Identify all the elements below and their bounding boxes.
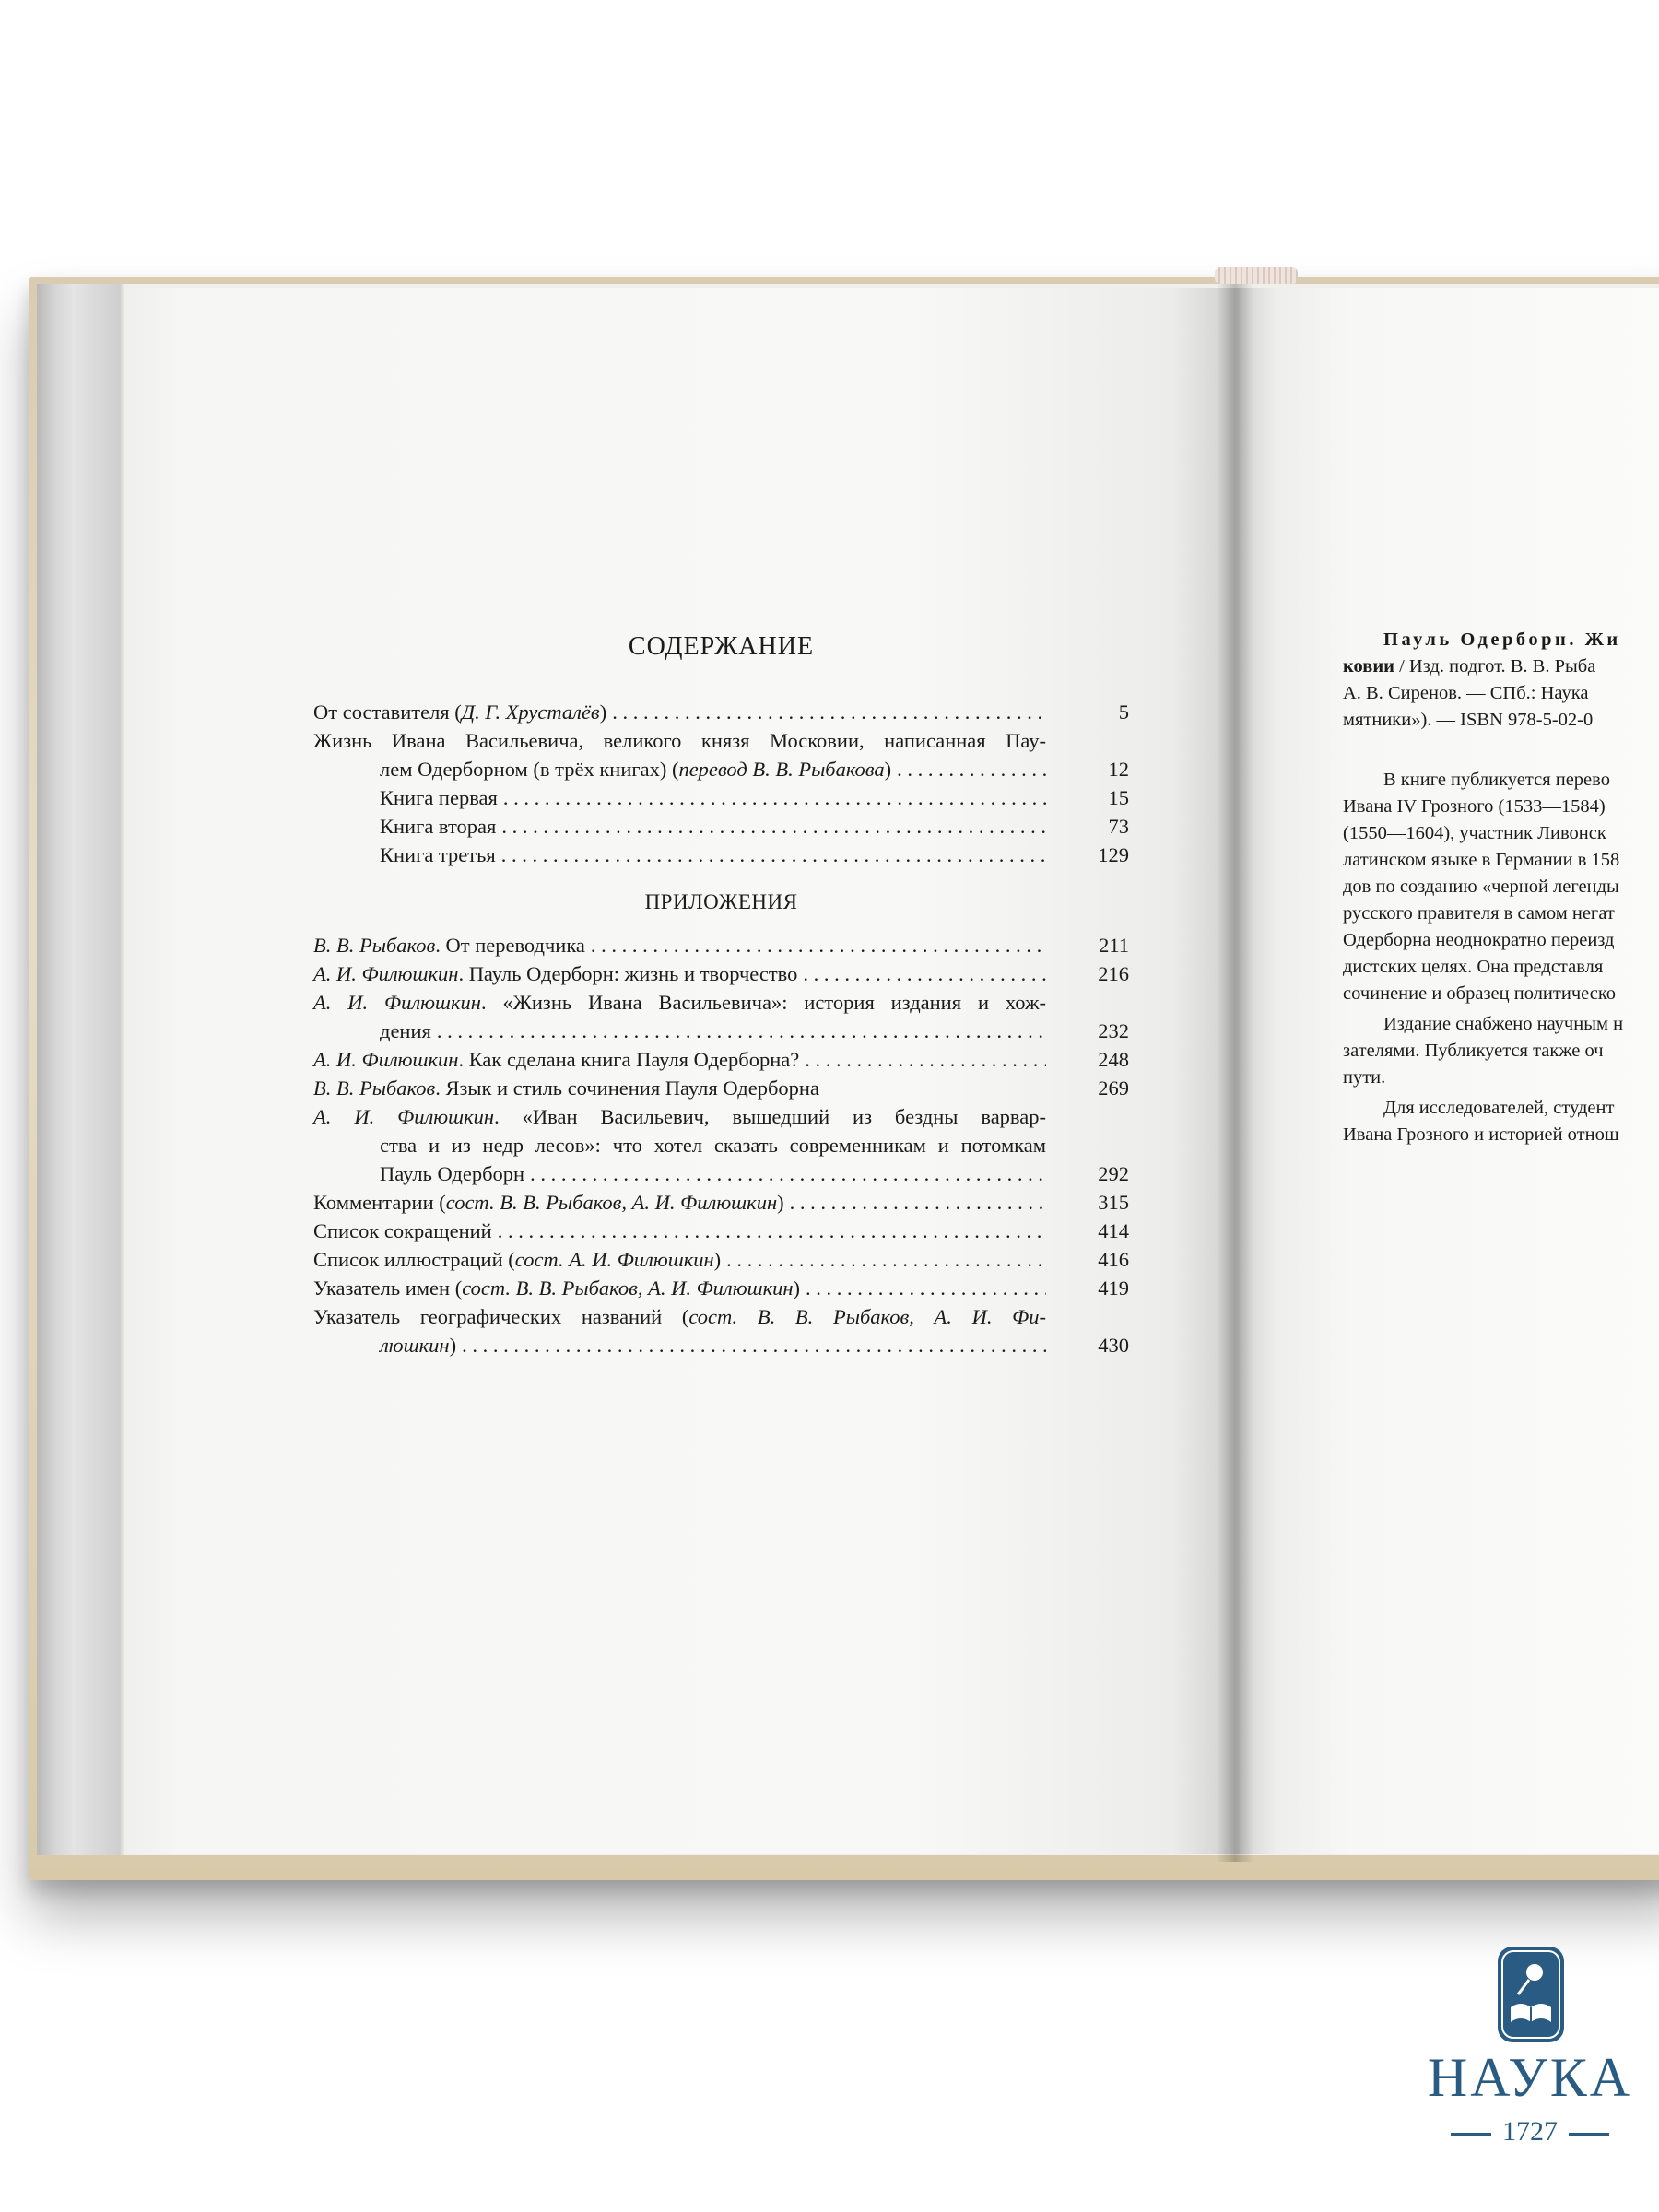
body-line: Для исследователей, студент [1383,1098,1615,1118]
body-line: дов по созданию «черной легенды [1343,877,1619,897]
entry-text: . «Иван Васильевич, вышедший из бездны варвар- [494,1105,1046,1128]
entry-text-tail: ) [777,1191,784,1214]
entry-text-tail: ) [599,700,607,724]
entry-text: . Пауль Одерборн: жизнь и творчество [458,962,798,985]
entry-author: А. И. Филюшкин [313,962,459,985]
toc-entry [313,1102,1129,1188]
entry-page: 129 [1098,843,1129,866]
toc-entry [313,698,1129,726]
entry-author: сост. В. В. Рыбаков, А. И. Фи- [688,1305,1046,1328]
entry-text: . Язык и стиль сочинения Пауля Одерборна [435,1077,819,1100]
book-emblem-icon [1498,1947,1564,2042]
entry-page: 416 [1098,1248,1129,1271]
body-line: В книге публикуется перево [1383,770,1610,790]
entry-text: . Как сделана книга Пауля Одерборна? [458,1048,800,1071]
entry-text: лем Одерборном (в трёх книгах) ( [380,758,679,781]
entry-page: 15 [1108,786,1129,809]
entry-page: 73 [1108,815,1129,838]
entry-text: . От переводчика [435,934,585,957]
entry-page: 12 [1108,758,1129,781]
body-line: Издание снабжено научным н [1383,1014,1624,1034]
body-line: Одерборна неоднократно переизд [1343,930,1615,950]
publisher-name: НАУКА [1427,2047,1633,2108]
body-line: зателями. Публикуется также оч [1343,1041,1604,1061]
body-line: латинском языке в Германии в 158 [1343,850,1620,870]
entry-author: В. В. Рыбаков [313,934,436,957]
publisher-logo [1410,1945,1650,2203]
entry-text: . «Жизнь Ивана Васильевича»: история издания и хож- [480,991,1047,1014]
entry-text: дения [380,1019,431,1042]
body-line: сочинение и образец политическо [1343,983,1617,1004]
body-line: русского правителя в самом негат [1343,903,1615,924]
annotation-body [1343,767,1659,1148]
entry-author: перевод В. В. Рыбакова [678,758,885,781]
toc-entry [313,1302,1129,1359]
entry-text: Список сокращений [313,1219,492,1242]
entry-text: Комментарии ( [313,1191,446,1214]
headband [1215,267,1298,284]
toc-entry [313,1274,1129,1302]
entry-text: От составителя ( [313,700,462,724]
toc-entry [313,988,1129,1045]
entry-page: 430 [1098,1334,1129,1357]
entry-text-tail: ) [449,1334,457,1357]
entry-author: сост. В. В. Рыбаков, А. И. Филюшкин [445,1191,778,1214]
entry-line: Жизнь Ивана Васильевича, великого князя Московии, написанная Пау- [313,729,1046,752]
book-gutter [1217,276,1253,1862]
entry-author: сост. В. В. Рыбаков, А. И. Филюшкин [462,1277,794,1300]
toc-entry [313,931,1129,959]
entry-author: сост. А. И. Филюшкин [514,1248,714,1271]
entry-author: А. И. Филюшкин [313,1105,495,1128]
entry-text: Книга вторая [380,815,497,838]
table-of-contents [313,632,1129,1359]
entry-page: 232 [1098,1019,1129,1042]
entry-text: Список иллюстраций ( [313,1248,515,1271]
toc-entry [313,783,1129,812]
entry-author: А. И. Филюшкин [313,1048,459,1071]
toc-entry [313,812,1129,841]
entry-page: 216 [1098,962,1129,985]
record-line: А. В. Сиренов. — СПб.: Наука [1343,683,1589,703]
entry-author: Д. Г. Хрусталёв [461,700,600,724]
entry-author: А. И. Филюшкин [313,991,481,1014]
toc-entry [313,726,1129,783]
entry-text: Указатель географических названий ( [313,1305,689,1328]
toc-entry [313,841,1129,869]
bibliographic-record [1343,627,1659,734]
body-line: (1550—1604), участник Ливонск [1343,823,1606,843]
entry-author: люшкин [380,1334,450,1357]
toc-entry [313,1074,1129,1102]
entry-text: Книга третья [380,843,496,866]
body-line: Ивана IV Грозного (1533—1584) [1343,796,1606,817]
toc-entry [313,1188,1129,1217]
entry-page: 315 [1098,1191,1129,1214]
toc-entry [313,1217,1129,1245]
appendix-heading: ПРИЛОЖЕНИЯ [644,890,798,913]
entry-page: 248 [1098,1048,1129,1071]
record-line: / Изд. подгот. В. В. Рыба [1394,656,1596,677]
entry-page: 292 [1098,1162,1129,1185]
entry-page: 211 [1099,934,1129,957]
entry-page: 414 [1098,1219,1129,1242]
entry-text: Пауль Одерборн [380,1162,525,1185]
publisher-year: 1727 [1410,2116,1650,2147]
toc-title: СОДЕРЖАНИЕ [628,632,815,661]
body-line: пути. [1343,1067,1386,1088]
record-line: мятники»). — ISBN 978-5-02-0 [1343,710,1594,730]
entry-text: Указатель имен ( [313,1277,463,1300]
entry-text: ства и из недр лесов»: что хотел сказать современникам и потомкам [380,1134,1046,1157]
book-title-cont: ковии [1343,656,1394,677]
entry-author: В. В. Рыбаков [313,1077,436,1100]
entry-page: 419 [1098,1277,1129,1300]
entry-text-tail: ) [884,758,892,781]
entry-text-tail: ) [713,1248,722,1271]
entry-page: 5 [1118,700,1129,724]
toc-entry [313,959,1129,988]
entry-page: 269 [1098,1077,1129,1100]
body-line: Ивана Грозного и историей отнош [1343,1124,1619,1145]
toc-entry [313,1045,1129,1074]
entry-text: Книга первая [380,786,498,809]
body-line: дистских целях. Она представля [1343,957,1604,977]
book-title: Пауль Одерборн. Жи [1383,629,1621,650]
toc-entry [313,1245,1129,1274]
book-annotation [1343,627,1659,1148]
entry-text-tail: ) [793,1277,801,1300]
